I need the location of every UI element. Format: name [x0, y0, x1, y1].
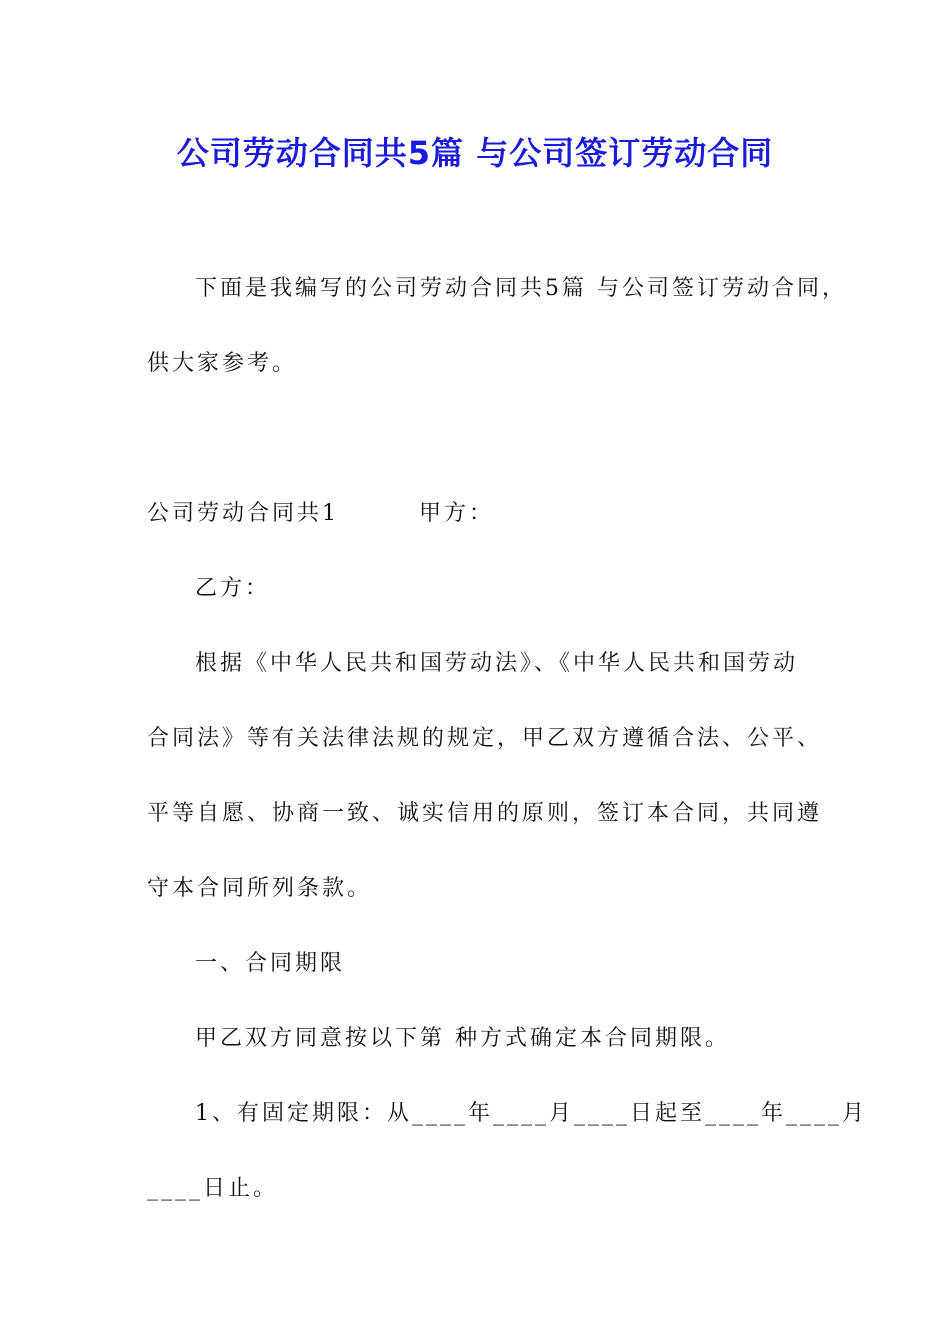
- paragraph-line-3: 平等自愿、协商一致、诚实信用的原则，签订本合同，共同遵: [147, 801, 823, 826]
- party-b-line: 乙方：: [195, 576, 271, 601]
- term-paragraph: 甲乙双方同意按以下第 种方式确定本合同期限。: [195, 1026, 730, 1051]
- fixed-term-line-2: ____日止。: [147, 1176, 279, 1201]
- paragraph-line-1: 根据《中华人民共和国劳动法》、《中华人民共和国劳动: [195, 651, 799, 676]
- paragraph-line-2: 合同法》等有关法律法规的规定，甲乙双方遵循合法、公平、: [147, 726, 823, 751]
- section-heading: 一、合同期限: [195, 951, 346, 976]
- fixed-term-line-1: 1、有固定期限：从____年____月____日起至____年____月: [195, 1101, 867, 1126]
- document-title: 公司劳动合同共5篇 与公司签订劳动合同: [176, 134, 774, 172]
- paragraph-line-4: 守本合同所列条款。: [147, 876, 373, 901]
- contract-heading-party-a: 公司劳动合同共1 甲方：: [147, 501, 494, 526]
- intro-line-2: 供大家参考。: [147, 351, 298, 376]
- intro-line-1: 下面是我编写的公司劳动合同共5篇 与公司签订劳动合同，: [195, 276, 847, 301]
